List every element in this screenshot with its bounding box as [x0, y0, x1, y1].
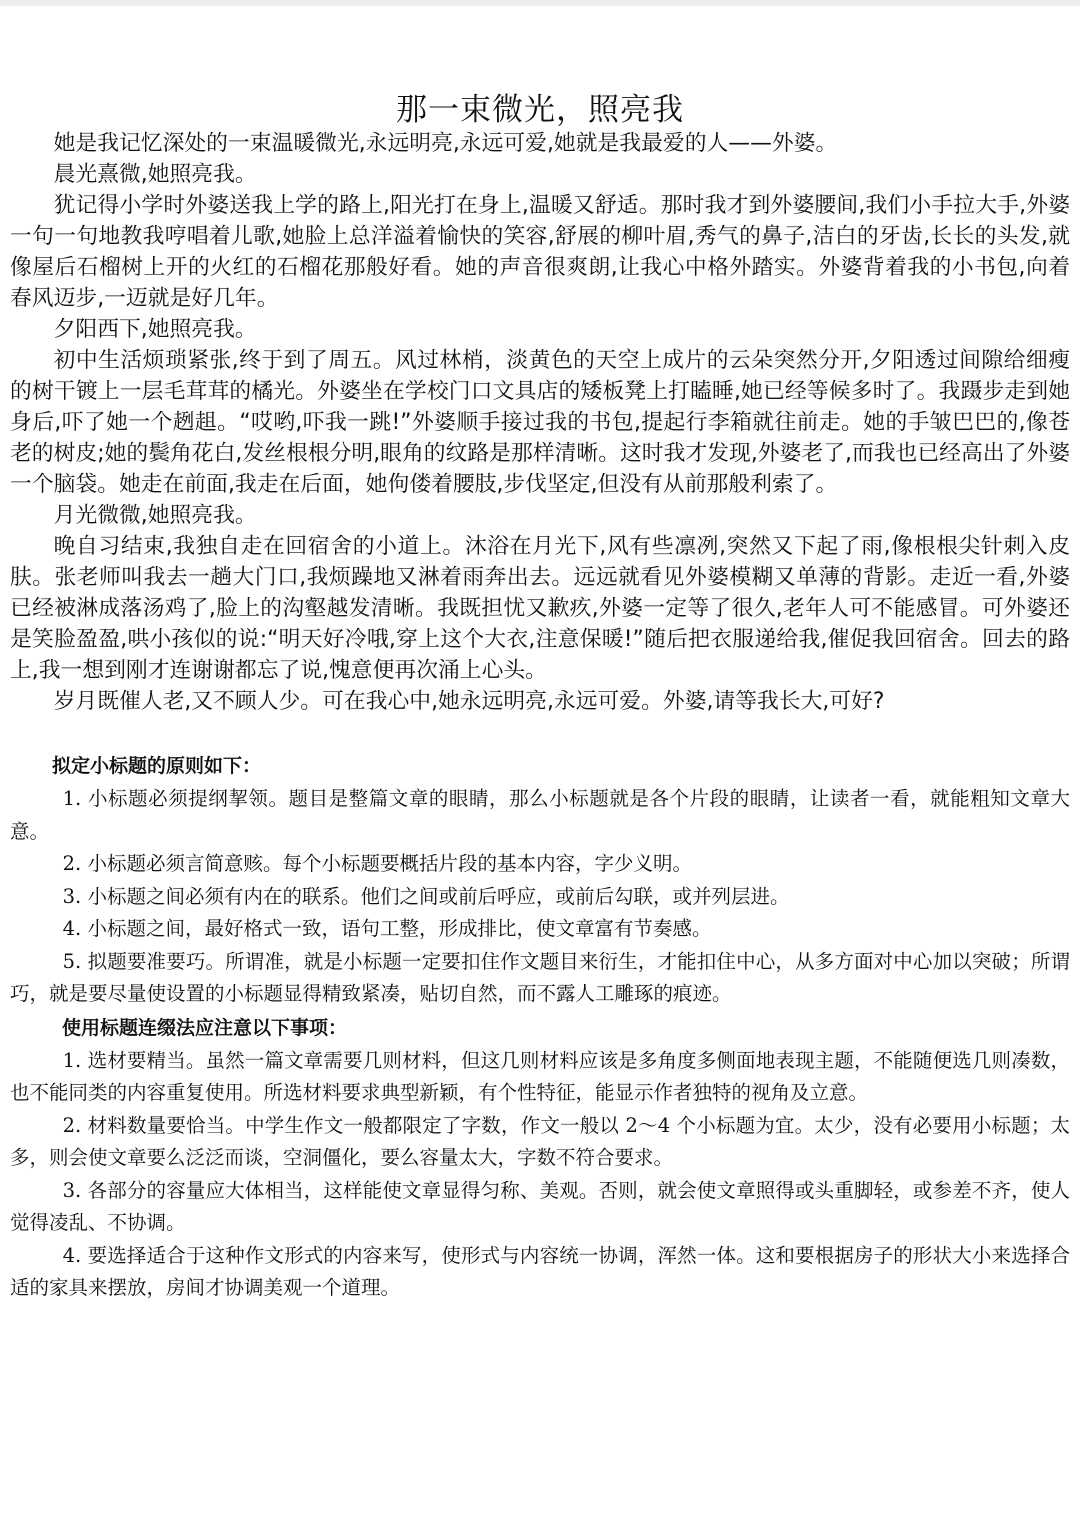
- note-item: 2. 材料数量要恰当。中学生作文一般都限定了字数，作文一般以 2～4 个小标题为宜。太少，没有必要用小标题；太多，则会使文章要么泛泛而谈，空洞僵化，要么容量太大，字数不符合要求。: [10, 1113, 1070, 1169]
- note-item: 3. 各部分的容量应大体相当，这样能使文章显得匀称、美观。否则，就会使文章照得或头重脚轻，或参差不齐，使人觉得凌乱、不协调。: [10, 1178, 1070, 1234]
- principles-heading: 拟定小标题的原则如下：: [52, 755, 262, 777]
- essay-paragraph: 初中生活烦琐紧张,终于到了周五。风过林梢，淡黄色的天空上成片的云朵突然分开,夕阳透过间隙给细瘦的树干镀上一层毛茸茸的橘光。外婆坐在学校门口文具店的矮板凳上打瞌睡,她已经等候多时了。我蹑步走到她身后,吓了她一个趔趄。“哎哟,吓我一跳!”外婆顺手接过我的书包,提起行李箱就往前走。她的手皱巴巴的,像苍老的树皮;她的鬓角花白,发丝根根分明,眼角的纹路是那样清晰。这时我才发现,外婆老了,而我也已经高出了外婆一个脑袋。她走在前面,我走在后面，她佝偻着腰肢,步伐坚定,但没有从前那般利索了。: [10, 348, 1070, 497]
- notes-section: [10, 1011, 1070, 1305]
- essay-body: [10, 128, 1070, 717]
- section-gap: [10, 717, 1070, 749]
- principle-item: 4. 小标题之间，最好格式一致，语句工整，形成排比，使文章富有节奏感。: [62, 917, 712, 940]
- essay-subtitle: 夕阳西下,她照亮我。: [53, 317, 257, 342]
- note-item: 1. 选材要精当。虽然一篇文章需要几则材料，但这几则材料应该是多角度多侧面地表现主题，不能随便选几则凑数，也不能同类的内容重复使用。所选材料要求典型新颖，有个性特征，能显示作者独特的视角及立意。: [10, 1048, 1070, 1104]
- essay-paragraph: 岁月既催人老,又不顾人少。可在我心中,她永远明亮,永远可爱。外婆,请等我长大,可好?: [53, 689, 885, 714]
- essay-subtitle: 月光微微,她照亮我。: [53, 503, 257, 528]
- top-border: [0, 0, 1080, 6]
- essay-paragraph: 她是我记忆深处的一束温暖微光,永远明亮,永远可爱,她就是我最爱的人——外婆。: [53, 131, 838, 156]
- principle-item: 1. 小标题必须提纲挈领。题目是整篇文章的眼睛，那么小标题就是各个片段的眼睛，让读者一看，就能粗知文章大意。: [10, 787, 1070, 843]
- essay-paragraph: 晚自习结束,我独自走在回宿舍的小道上。沐浴在月光下,风有些凛冽,突然又下起了雨,像根根尖针刺入皮肤。张老师叫我去一趟大门口,我烦躁地又淋着雨奔出去。远远就看见外婆模糊又单薄的背影。走近一看,外婆已经被淋成落汤鸡了,脸上的沟壑越发清晰。我既担忧又歉疚,外婆一定等了很久,老年人可不能感冒。可外婆还是笑脸盈盈,哄小孩似的说:“明天好冷哦,穿上这个大衣,注意保暖!”随后把衣服递给我,催促我回宿舍。回去的路上,我一想到刚才连谢谢都忘了说,愧意便再次涌上心头。: [10, 534, 1070, 683]
- principle-item: 5. 拟题要准要巧。所谓准，就是小标题一定要扣住作文题目来衍生，才能扣住中心，从多方面对中心加以突破；所谓巧，就是要尽量使设置的小标题显得精致紧凑，贴切自然，而不露人工雕琢的痕迹。: [10, 949, 1070, 1005]
- document-page: [10, 86, 1070, 1305]
- note-item: 4. 要选择适合于这种作文形式的内容来写，使形式与内容统一协调，浑然一体。这和要根据房子的形状大小来选择合适的家具来摆放，房间才协调美观一个道理。: [10, 1243, 1070, 1299]
- essay-subtitle: 晨光熹微,她照亮我。: [53, 162, 257, 187]
- essay-title: 那一束微光，照亮我: [396, 92, 684, 128]
- principle-item: 3. 小标题之间必须有内在的联系。他们之间或前后呼应，或前后勾联，或并列层进。: [62, 884, 790, 908]
- principle-item: 2. 小标题必须言简意赅。每个小标题要概括片段的基本内容，字少义明。: [62, 852, 692, 875]
- principles-section: [10, 749, 1070, 1011]
- notes-heading: 使用标题连缀法应注意以下事项：: [62, 1016, 348, 1039]
- essay-paragraph: 犹记得小学时外婆送我上学的路上,阳光打在身上,温暖又舒适。那时我才到外婆腰间,我们小手拉大手,外婆一句一句地教我哼唱着儿歌,她脸上总洋溢着愉快的笑容,舒展的柳叶眉,秀气的鼻子,洁白的牙齿,长长的头发,就像屋后石榴树上开的火红的石榴花那般好看。她的声音很爽朗,让我心中格外踏实。外婆背着我的小书包,向着春风迈步,一迈就是好几年。: [10, 193, 1070, 311]
